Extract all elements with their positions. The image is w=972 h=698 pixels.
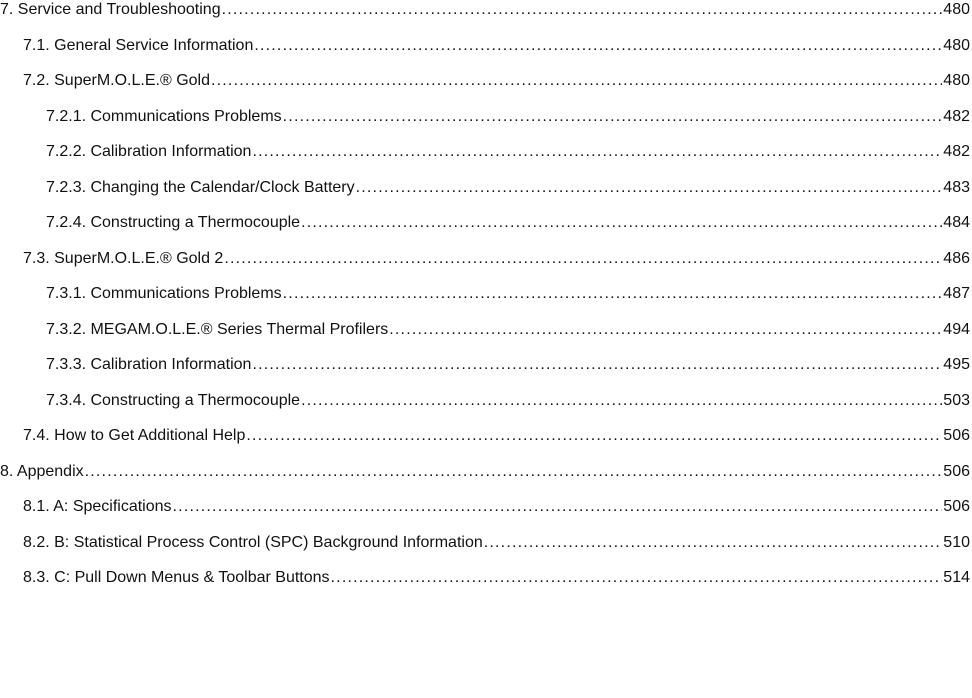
toc-entry-supermole-gold-2[interactable] — [0, 249, 972, 285]
toc-entry-title: 7.3.3. Calibration Information — [46, 356, 252, 373]
toc-entry-gold2-calibration-information[interactable] — [0, 355, 972, 391]
toc-dot-leader — [301, 391, 942, 411]
toc-entry-page-number: 506 — [943, 498, 970, 515]
toc-entry-title: 7.1. General Service Information — [23, 36, 254, 54]
toc-entry-gold-constructing-thermocouple[interactable] — [0, 213, 972, 249]
toc-entry-page-number: 506 — [943, 427, 970, 444]
toc-entry-appendix[interactable] — [0, 462, 972, 498]
toc-entry-page-number: 482 — [943, 143, 970, 160]
toc-entry-spc-background-information[interactable] — [0, 533, 972, 569]
toc-entry-page-number: 510 — [943, 533, 970, 551]
toc-entry-general-service-information[interactable] — [0, 36, 972, 72]
toc-dot-leader — [356, 178, 943, 198]
toc-entry-changing-calendar-clock-battery[interactable] — [0, 178, 972, 214]
toc-entry-pull-down-menus-toolbar-buttons[interactable] — [0, 568, 972, 604]
toc-entry-title: 7.2.1. Communications Problems — [46, 107, 282, 125]
toc-entry-megamole-series-thermal-profilers[interactable] — [0, 320, 972, 356]
toc-entry-title: 7.2.4. Constructing a Thermocouple — [46, 214, 301, 231]
toc-dot-leader — [252, 355, 942, 375]
toc-entry-title: 8.3. C: Pull Down Menus & Toolbar Buttons — [23, 569, 330, 586]
toc-entry-title: 7.2.2. Calibration Information — [46, 143, 252, 160]
toc-entry-page-number: 514 — [943, 569, 970, 586]
toc-dot-leader — [85, 462, 943, 482]
toc-dot-leader — [484, 533, 943, 553]
toc-entry-title: 8.1. A: Specifications — [23, 498, 172, 515]
toc-entry-page-number: 486 — [943, 249, 970, 267]
toc-entry-title: 7.2. SuperM.O.L.E.® Gold — [23, 72, 210, 89]
toc-entry-title: 7.3. SuperM.O.L.E.® Gold 2 — [23, 249, 224, 267]
toc-entry-page-number: 480 — [943, 1, 970, 18]
toc-entry-gold2-constructing-thermocouple[interactable] — [0, 391, 972, 427]
toc-dot-leader — [254, 36, 942, 56]
toc-dot-leader — [246, 426, 942, 446]
toc-entry-gold2-communications-problems[interactable] — [0, 284, 972, 320]
toc-entry-page-number: 482 — [943, 107, 970, 125]
toc-dot-leader — [389, 320, 942, 340]
toc-entry-gold-communications-problems[interactable] — [0, 107, 972, 143]
toc-entry-title: 7.3.4. Constructing a Thermocouple — [46, 391, 301, 409]
toc-dot-leader — [283, 284, 943, 304]
toc-dot-leader — [331, 568, 943, 588]
toc-entry-service-and-troubleshooting[interactable] — [0, 0, 972, 36]
toc-entry-title: 7.4. How to Get Additional Help — [23, 427, 246, 444]
toc-entry-how-to-get-additional-help[interactable] — [0, 426, 972, 462]
toc-dot-leader — [224, 249, 942, 269]
toc-entry-title: 7. Service and Troubleshooting — [0, 1, 221, 18]
toc-entry-page-number: 503 — [943, 391, 970, 409]
toc-entry-gold-calibration-information[interactable] — [0, 142, 972, 178]
toc-dot-leader — [222, 0, 943, 20]
toc-entry-page-number: 506 — [943, 462, 970, 480]
toc-entry-title: 7.2.3. Changing the Calendar/Clock Battery — [46, 178, 355, 196]
toc-entry-title: 8.2. B: Statistical Process Control (SPC) Background Information — [23, 533, 483, 551]
toc-entry-title: 7.3.2. MEGAM.O.L.E.® Series Thermal Profilers — [46, 320, 389, 338]
toc-dot-leader — [283, 107, 943, 127]
toc-dot-leader — [211, 71, 942, 91]
toc-entry-title: 8. Appendix — [0, 462, 84, 480]
toc-entry-page-number: 494 — [943, 320, 970, 338]
toc-entry-title: 7.3.1. Communications Problems — [46, 285, 282, 302]
toc-entry-page-number: 480 — [943, 36, 970, 54]
toc-dot-leader — [173, 497, 943, 517]
toc-entry-supermole-gold[interactable] — [0, 71, 972, 107]
toc-entry-page-number: 484 — [943, 214, 970, 231]
toc-entry-page-number: 487 — [943, 285, 970, 302]
toc-entry-page-number: 495 — [943, 356, 970, 373]
toc-dot-leader — [252, 142, 942, 162]
toc-entry-page-number: 483 — [943, 178, 970, 196]
toc-dot-leader — [301, 213, 942, 233]
toc-entry-page-number: 480 — [943, 72, 970, 89]
toc-entry-specifications[interactable] — [0, 497, 972, 533]
